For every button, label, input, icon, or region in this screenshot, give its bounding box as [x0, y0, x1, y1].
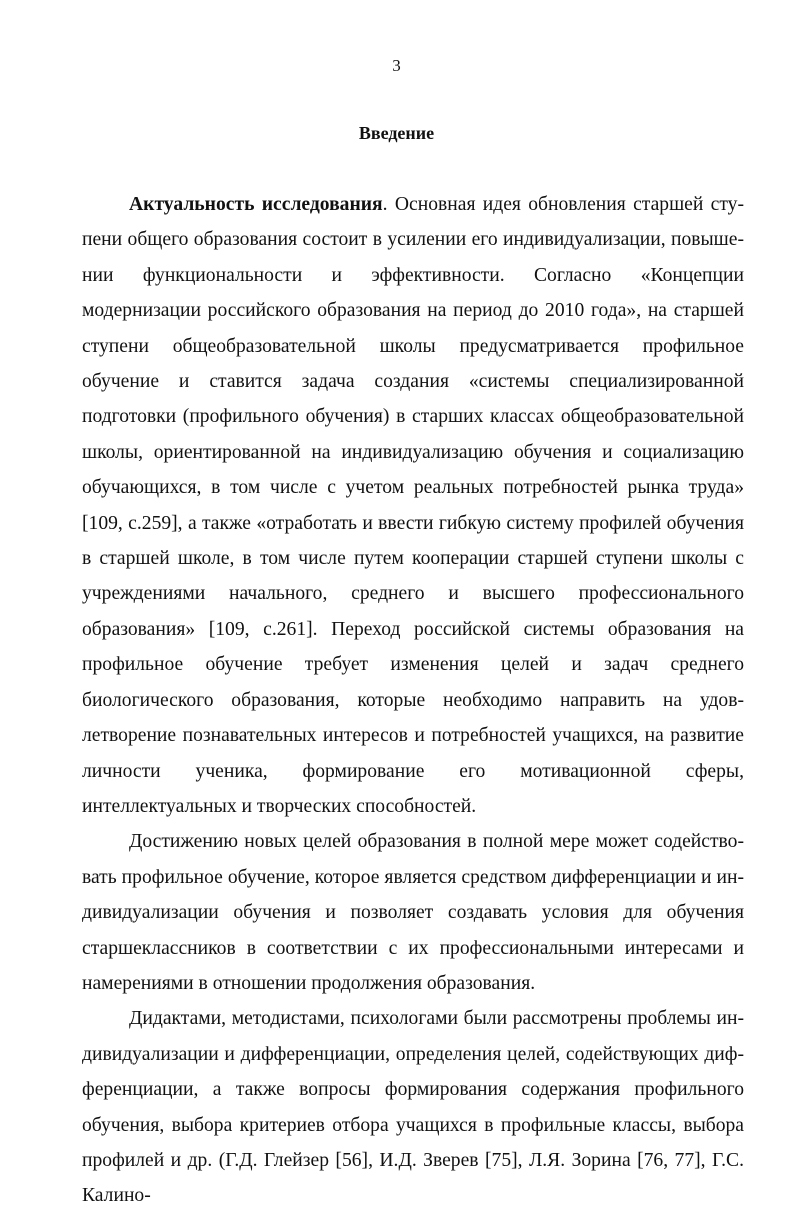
paragraph-research: Дидактами, методистами, психологами были рассмотрены проблемы индивидуализации и дифференциации, определения целей, содействующих дифференциации, а также вопросы формирования содержания профильного обучения, выбора критериев отбора учащихся в профильные классы, выбора профилей и др. (Г.Д. Глейзер [56], И.Д. Зверев [75], Л.Я. Зорина [76, 77], Г.С. Калино- [82, 1008, 744, 1207]
lead-term: Актуальность исследования [129, 194, 383, 215]
paragraph-goals: Достижению новых целей образования в полной мере может содействовать профильное обучение, которое является средством дифференциации и индивидуализации обучения и позволяет создавать условия для обучения старшеклассников в соответствии с их профессиональными интересами и намерениями в отношении продолжения образования. [82, 831, 744, 994]
page-number: 3 [392, 56, 401, 75]
paragraph-text: . Основная идея обновления старшей ступени общего образования состоит в усилении его индивидуализации, повышении функциональности и эффективности. Согласно «Концепции модернизации российского образования на период до 2010 года», на старшей ступени общеобразовательной школы предусматривается профильное обучение и ставится задача создания «системы специализированной подготовки (профильного обучения) в старших классах общеобразовательной школы, ориентированной на индивидуализацию обучения и социализацию обучающихся, в том числе с учетом реальных потребностей рынка труда» [109, с.259], а также «отработать и ввести гибкую систему профилей обучения в старшей школе, в том числе путем кооперации старшей ступени школы с учреждениями начального, среднего и высшего профессионального образования» [109, с.261]. Переход российской системы образования на профильное обучение требует изменения целей и задач среднего биологического образования, которые необходимо направить на удовлетворение познавательных интересов и потребностей учащихся, на развитие личности ученика, формирование его мотивационной сферы, интеллектуальных и творческих способностей. [82, 194, 744, 817]
section-heading: Введение [358, 123, 435, 143]
body-text [82, 187, 744, 1214]
paragraph-relevance [82, 187, 744, 824]
